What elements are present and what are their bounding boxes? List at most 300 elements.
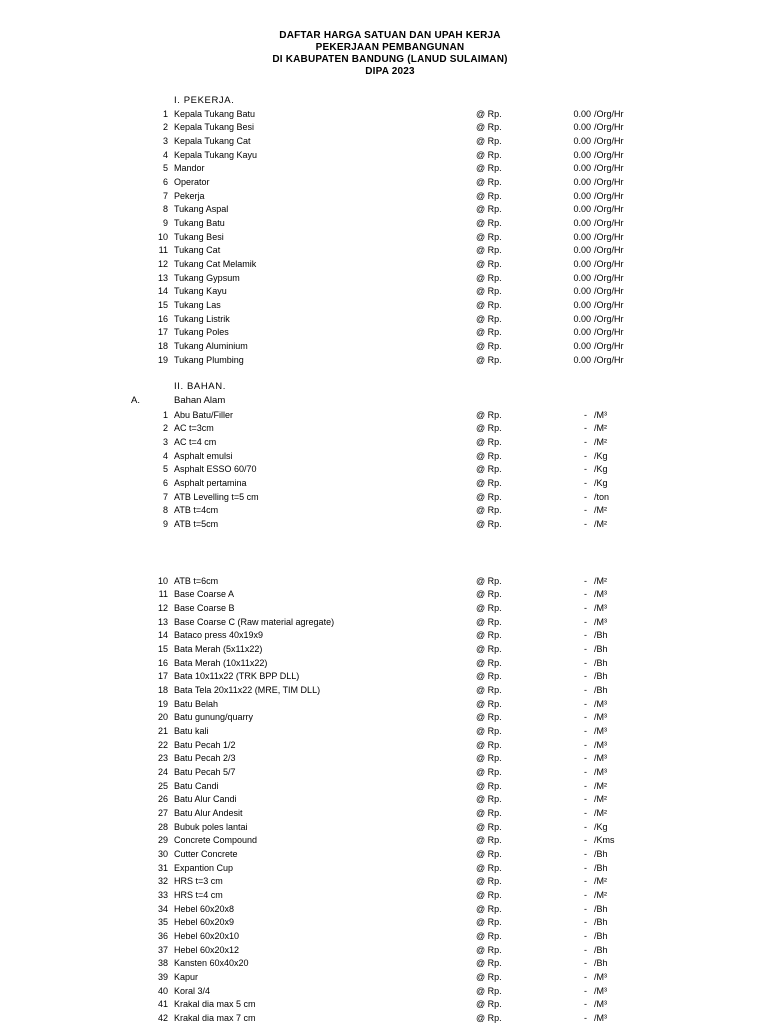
price-unit: /Kg xyxy=(594,464,608,475)
item-number: 2 xyxy=(162,423,168,434)
price-value: 0.00 xyxy=(573,149,591,160)
item-number: 5 xyxy=(162,464,168,475)
price-value: 0.00 xyxy=(573,286,591,297)
price-prefix: @ Rp. xyxy=(476,231,502,242)
price-value: 0.00 xyxy=(573,272,591,283)
item-name: Concrete Compound xyxy=(174,835,258,846)
price-unit: /M³ xyxy=(594,753,607,764)
item-name: Hebel 60x20x10 xyxy=(174,930,240,941)
item-name: Tukang Aluminium xyxy=(174,340,248,351)
price-prefix: @ Rp. xyxy=(476,643,502,654)
table-row xyxy=(0,916,768,929)
table-row xyxy=(0,340,768,353)
item-name: Kepala Tukang Batu xyxy=(174,108,256,119)
item-number: 5 xyxy=(162,163,168,174)
price-unit: /Org/Hr xyxy=(594,354,624,365)
item-name: Tukang Gypsum xyxy=(174,272,240,283)
item-number: 29 xyxy=(157,835,168,846)
price-value: 0.00 xyxy=(573,135,591,146)
price-value: - xyxy=(584,835,587,846)
price-unit: /M³ xyxy=(594,971,607,982)
price-unit: /Bh xyxy=(594,903,608,914)
item-name: Kepala Tukang Cat xyxy=(174,135,251,146)
price-unit: /M³ xyxy=(594,409,607,420)
price-value: - xyxy=(584,477,587,488)
item-number: 24 xyxy=(157,766,168,777)
table-row xyxy=(0,477,768,490)
price-value: - xyxy=(584,971,587,982)
item-name: Asphalt emulsi xyxy=(174,450,233,461)
price-value: - xyxy=(584,602,587,613)
item-name: Bata Merah (10x11x22) xyxy=(174,657,268,668)
price-prefix: @ Rp. xyxy=(476,505,502,516)
price-prefix: @ Rp. xyxy=(476,876,502,887)
price-prefix: @ Rp. xyxy=(476,108,502,119)
price-prefix: @ Rp. xyxy=(476,794,502,805)
price-value: - xyxy=(584,423,587,434)
table-row xyxy=(0,121,768,134)
item-name: ATB t=6cm xyxy=(174,575,219,586)
price-value: 0.00 xyxy=(573,122,591,133)
item-name: Tukang Kayu xyxy=(174,286,227,297)
price-unit: /M² xyxy=(594,575,607,586)
table-row xyxy=(0,766,768,779)
item-name: Batu Pecah 1/2 xyxy=(174,739,236,750)
item-name: ATB t=4cm xyxy=(174,505,219,516)
item-name: Tukang Plumbing xyxy=(174,354,244,365)
price-prefix: @ Rp. xyxy=(476,354,502,365)
price-unit: /M² xyxy=(594,505,607,516)
price-value: 0.00 xyxy=(573,354,591,365)
item-number: 23 xyxy=(157,753,168,764)
price-prefix: @ Rp. xyxy=(476,245,502,256)
item-name: AC t=3cm xyxy=(174,423,214,434)
price-unit: /M² xyxy=(594,807,607,818)
item-name: Bata Tela 20x11x22 (MRE, TIM DLL) xyxy=(174,684,321,695)
price-value: - xyxy=(584,464,587,475)
item-number: 34 xyxy=(157,903,168,914)
price-prefix: @ Rp. xyxy=(476,149,502,160)
price-unit: /M² xyxy=(594,780,607,791)
price-unit: /Org/Hr xyxy=(594,149,624,160)
table-row xyxy=(0,957,768,970)
price-prefix: @ Rp. xyxy=(476,589,502,600)
price-value: 0.00 xyxy=(573,231,591,242)
item-name: Batu Pecah 5/7 xyxy=(174,766,236,777)
table-row xyxy=(0,313,768,326)
price-unit: /Org/Hr xyxy=(594,286,624,297)
item-name: HRS t=4 cm xyxy=(174,889,223,900)
price-unit: /Bh xyxy=(594,862,608,873)
item-number: 8 xyxy=(162,204,168,215)
price-prefix: @ Rp. xyxy=(476,176,502,187)
item-name: Mandor xyxy=(174,163,205,174)
price-value: - xyxy=(584,712,587,723)
table-row xyxy=(0,629,768,642)
item-name: Cutter Concrete xyxy=(174,848,238,859)
price-prefix: @ Rp. xyxy=(476,766,502,777)
section-heading-bahan: II. BAHAN. xyxy=(174,381,226,392)
item-number: 6 xyxy=(162,477,168,488)
price-prefix: @ Rp. xyxy=(476,204,502,215)
document-title: DAFTAR HARGA SATUAN DAN UPAH KERJA xyxy=(279,30,501,41)
table-row xyxy=(0,149,768,162)
item-number: 33 xyxy=(157,889,168,900)
price-prefix: @ Rp. xyxy=(476,135,502,146)
item-name: Abu Batu/Filler xyxy=(174,409,234,420)
item-number: 36 xyxy=(157,930,168,941)
price-value: 0.00 xyxy=(573,245,591,256)
price-prefix: @ Rp. xyxy=(476,163,502,174)
table-row xyxy=(0,711,768,724)
item-name: Pekerja xyxy=(174,190,205,201)
price-prefix: @ Rp. xyxy=(476,821,502,832)
item-number: 19 xyxy=(157,354,168,365)
price-value: - xyxy=(584,958,587,969)
table-row xyxy=(0,657,768,670)
price-unit: /M³ xyxy=(594,616,607,627)
item-number: 38 xyxy=(157,958,168,969)
item-name: Hebel 60x20x12 xyxy=(174,944,240,955)
item-name: Koral 3/4 xyxy=(174,985,211,996)
item-name: Base Coarse B xyxy=(174,602,235,613)
price-unit: /Org/Hr xyxy=(594,163,624,174)
table-row xyxy=(0,354,768,367)
price-value: 0.00 xyxy=(573,340,591,351)
table-row xyxy=(0,272,768,285)
price-unit: /Bh xyxy=(594,848,608,859)
price-value: - xyxy=(584,450,587,461)
item-number: 10 xyxy=(157,231,168,242)
price-value: 0.00 xyxy=(573,176,591,187)
price-value: - xyxy=(584,1012,587,1023)
price-value: - xyxy=(584,889,587,900)
item-name: Batu kali xyxy=(174,725,209,736)
price-prefix: @ Rp. xyxy=(476,409,502,420)
price-unit: /Org/Hr xyxy=(594,258,624,269)
price-prefix: @ Rp. xyxy=(476,739,502,750)
price-value: - xyxy=(584,753,587,764)
price-unit: /Bh xyxy=(594,944,608,955)
table-row xyxy=(0,643,768,656)
table-row xyxy=(0,670,768,683)
price-unit: /Org/Hr xyxy=(594,299,624,310)
table-row xyxy=(0,1012,768,1025)
item-number: 26 xyxy=(157,794,168,805)
item-name: Base Coarse A xyxy=(174,589,235,600)
price-value: 0.00 xyxy=(573,204,591,215)
price-value: - xyxy=(584,848,587,859)
price-unit: /M³ xyxy=(594,602,607,613)
table-row xyxy=(0,176,768,189)
item-name: Batu Alur Andesit xyxy=(174,807,243,818)
price-unit: /Org/Hr xyxy=(594,108,624,119)
price-unit: /Org/Hr xyxy=(594,122,624,133)
price-prefix: @ Rp. xyxy=(476,684,502,695)
price-value: - xyxy=(584,657,587,668)
item-name: Bata 10x11x22 (TRK BPP DLL) xyxy=(174,671,300,682)
price-unit: /Org/Hr xyxy=(594,245,624,256)
item-number: 18 xyxy=(157,684,168,695)
price-value: - xyxy=(584,903,587,914)
item-number: 41 xyxy=(157,999,168,1010)
item-number: 25 xyxy=(157,780,168,791)
price-value: 0.00 xyxy=(573,163,591,174)
price-prefix: @ Rp. xyxy=(476,616,502,627)
item-number: 31 xyxy=(157,862,168,873)
item-number: 13 xyxy=(157,616,168,627)
item-number: 4 xyxy=(162,149,168,160)
document-year: DIPA 2023 xyxy=(365,66,415,77)
table-row xyxy=(0,463,768,476)
table-row xyxy=(0,985,768,998)
table-row xyxy=(0,903,768,916)
price-prefix: @ Rp. xyxy=(476,807,502,818)
item-number: 32 xyxy=(157,876,168,887)
item-number: 15 xyxy=(157,299,168,310)
table-row xyxy=(0,971,768,984)
price-value: - xyxy=(584,917,587,928)
price-prefix: @ Rp. xyxy=(476,971,502,982)
price-unit: /M² xyxy=(594,876,607,887)
item-number: 11 xyxy=(158,589,168,600)
price-prefix: @ Rp. xyxy=(476,518,502,529)
item-name: Krakal dia max 7 cm xyxy=(174,1012,256,1023)
table-row xyxy=(0,930,768,943)
price-prefix: @ Rp. xyxy=(476,491,502,502)
table-row xyxy=(0,108,768,121)
price-unit: /Bh xyxy=(594,630,608,641)
price-unit: /Org/Hr xyxy=(594,190,624,201)
item-number: 17 xyxy=(157,327,168,338)
item-name: Kapur xyxy=(174,971,199,982)
item-number: 12 xyxy=(157,602,168,613)
price-prefix: @ Rp. xyxy=(476,272,502,283)
item-number: 22 xyxy=(157,739,168,750)
subsection-marker: A. xyxy=(131,395,140,406)
table-row xyxy=(0,807,768,820)
item-name: Tukang Cat xyxy=(174,245,221,256)
item-number: 15 xyxy=(157,643,168,654)
item-name: Expantion Cup xyxy=(174,862,234,873)
price-unit: /Bh xyxy=(594,684,608,695)
table-row xyxy=(0,409,768,422)
item-number: 39 xyxy=(157,971,168,982)
item-name: AC t=4 cm xyxy=(174,436,217,447)
price-value: 0.00 xyxy=(573,313,591,324)
price-prefix: @ Rp. xyxy=(476,698,502,709)
table-row xyxy=(0,944,768,957)
price-value: - xyxy=(584,698,587,709)
price-prefix: @ Rp. xyxy=(476,423,502,434)
item-name: Kansten 60x40x20 xyxy=(174,958,249,969)
price-value: - xyxy=(584,725,587,736)
item-number: 21 xyxy=(157,725,168,736)
table-row xyxy=(0,422,768,435)
price-unit: /Org/Hr xyxy=(594,231,624,242)
price-value: 0.00 xyxy=(573,190,591,201)
item-number: 8 xyxy=(162,505,168,516)
item-number: 30 xyxy=(157,848,168,859)
price-value: - xyxy=(584,999,587,1010)
price-unit: /Kg xyxy=(594,450,608,461)
price-value: - xyxy=(584,671,587,682)
price-value: 0.00 xyxy=(573,217,591,228)
subsection-heading-bahan-alam: Bahan Alam xyxy=(174,395,226,406)
item-name: Tukang Batu xyxy=(174,217,225,228)
table-row xyxy=(0,135,768,148)
item-number: 40 xyxy=(157,985,168,996)
price-unit: /Org/Hr xyxy=(594,217,624,228)
item-number: 14 xyxy=(157,630,168,641)
table-row xyxy=(0,739,768,752)
price-unit: /Org/Hr xyxy=(594,340,624,351)
table-row xyxy=(0,162,768,175)
price-unit: /Org/Hr xyxy=(594,327,624,338)
price-unit: /M³ xyxy=(594,766,607,777)
price-value: - xyxy=(584,739,587,750)
item-name: Asphalt pertamina xyxy=(174,477,247,488)
price-value: - xyxy=(584,589,587,600)
table-row xyxy=(0,285,768,298)
item-number: 14 xyxy=(157,286,168,297)
table-row xyxy=(0,834,768,847)
price-prefix: @ Rp. xyxy=(476,575,502,586)
table-row xyxy=(0,326,768,339)
price-unit: /Kg xyxy=(594,821,608,832)
price-prefix: @ Rp. xyxy=(476,630,502,641)
item-number: 27 xyxy=(157,807,168,818)
price-value: - xyxy=(584,436,587,447)
price-value: - xyxy=(584,794,587,805)
item-number: 7 xyxy=(162,190,168,201)
price-prefix: @ Rp. xyxy=(476,958,502,969)
table-row xyxy=(0,575,768,588)
item-name: Batu Alur Candi xyxy=(174,794,237,805)
price-value: - xyxy=(584,616,587,627)
price-unit: /Bh xyxy=(594,643,608,654)
item-name: Base Coarse C (Raw material agregate) xyxy=(174,616,335,627)
price-prefix: @ Rp. xyxy=(476,889,502,900)
price-prefix: @ Rp. xyxy=(476,286,502,297)
table-row xyxy=(0,203,768,216)
price-value: 0.00 xyxy=(573,327,591,338)
price-value: - xyxy=(584,409,587,420)
price-value: - xyxy=(584,821,587,832)
price-prefix: @ Rp. xyxy=(476,999,502,1010)
item-name: Batu Pecah 2/3 xyxy=(174,753,236,764)
price-prefix: @ Rp. xyxy=(476,848,502,859)
price-unit: /M³ xyxy=(594,725,607,736)
table-row xyxy=(0,244,768,257)
price-value: - xyxy=(584,575,587,586)
item-number: 12 xyxy=(157,258,168,269)
price-prefix: @ Rp. xyxy=(476,917,502,928)
item-number: 16 xyxy=(157,313,168,324)
price-value: - xyxy=(584,491,587,502)
price-value: - xyxy=(584,876,587,887)
item-name: Tukang Listrik xyxy=(174,313,230,324)
price-unit: /M² xyxy=(594,436,607,447)
item-number: 4 xyxy=(162,450,168,461)
table-row xyxy=(0,491,768,504)
price-unit: /Org/Hr xyxy=(594,176,624,187)
item-name: ATB Levelling t=5 cm xyxy=(174,491,259,502)
table-row xyxy=(0,752,768,765)
price-value: - xyxy=(584,766,587,777)
price-unit: /M² xyxy=(594,889,607,900)
table-row xyxy=(0,821,768,834)
item-name: Hebel 60x20x9 xyxy=(174,917,235,928)
item-name: Tukang Besi xyxy=(174,231,224,242)
table-row xyxy=(0,998,768,1011)
table-row xyxy=(0,848,768,861)
item-name: Kepala Tukang Kayu xyxy=(174,149,258,160)
table-row xyxy=(0,698,768,711)
price-value: - xyxy=(584,985,587,996)
price-prefix: @ Rp. xyxy=(476,753,502,764)
section-heading-pekerja: I. PEKERJA. xyxy=(174,95,235,106)
price-value: - xyxy=(584,862,587,873)
price-value: - xyxy=(584,684,587,695)
item-name: Batu gunung/quarry xyxy=(174,712,254,723)
item-number: 3 xyxy=(162,436,168,447)
item-name: HRS t=3 cm xyxy=(174,876,223,887)
price-value: - xyxy=(584,780,587,791)
price-prefix: @ Rp. xyxy=(476,190,502,201)
price-unit: /Org/Hr xyxy=(594,272,624,283)
price-value: 0.00 xyxy=(573,299,591,310)
item-number: 13 xyxy=(157,272,168,283)
item-name: Kepala Tukang Besi xyxy=(174,122,255,133)
table-row xyxy=(0,780,768,793)
price-unit: /M³ xyxy=(594,999,607,1010)
price-unit: /Kg xyxy=(594,477,608,488)
price-prefix: @ Rp. xyxy=(476,903,502,914)
document-location: DI KABUPATEN BANDUNG (LANUD SULAIMAN) xyxy=(272,54,508,65)
table-row xyxy=(0,190,768,203)
price-unit: /Bh xyxy=(594,930,608,941)
item-name: ATB t=5cm xyxy=(174,518,219,529)
price-prefix: @ Rp. xyxy=(476,217,502,228)
item-name: Bata Merah (5x11x22) xyxy=(174,643,263,654)
item-name: Asphalt ESSO 60/70 xyxy=(174,464,257,475)
price-prefix: @ Rp. xyxy=(476,602,502,613)
price-prefix: @ Rp. xyxy=(476,436,502,447)
price-prefix: @ Rp. xyxy=(476,712,502,723)
table-row xyxy=(0,793,768,806)
price-value: - xyxy=(584,944,587,955)
price-prefix: @ Rp. xyxy=(476,944,502,955)
price-prefix: @ Rp. xyxy=(476,258,502,269)
item-number: 16 xyxy=(157,657,168,668)
item-name: Operator xyxy=(174,176,210,187)
price-unit: /Bh xyxy=(594,958,608,969)
price-value: 0.00 xyxy=(573,108,591,119)
price-value: - xyxy=(584,643,587,654)
table-row xyxy=(0,258,768,271)
price-unit: /Org/Hr xyxy=(594,313,624,324)
item-number: 2 xyxy=(162,122,168,133)
price-value: - xyxy=(584,505,587,516)
price-prefix: @ Rp. xyxy=(476,464,502,475)
item-number: 1 xyxy=(162,108,168,119)
price-unit: /M³ xyxy=(594,712,607,723)
price-prefix: @ Rp. xyxy=(476,985,502,996)
price-unit: /M³ xyxy=(594,1012,607,1023)
price-prefix: @ Rp. xyxy=(476,671,502,682)
price-prefix: @ Rp. xyxy=(476,327,502,338)
